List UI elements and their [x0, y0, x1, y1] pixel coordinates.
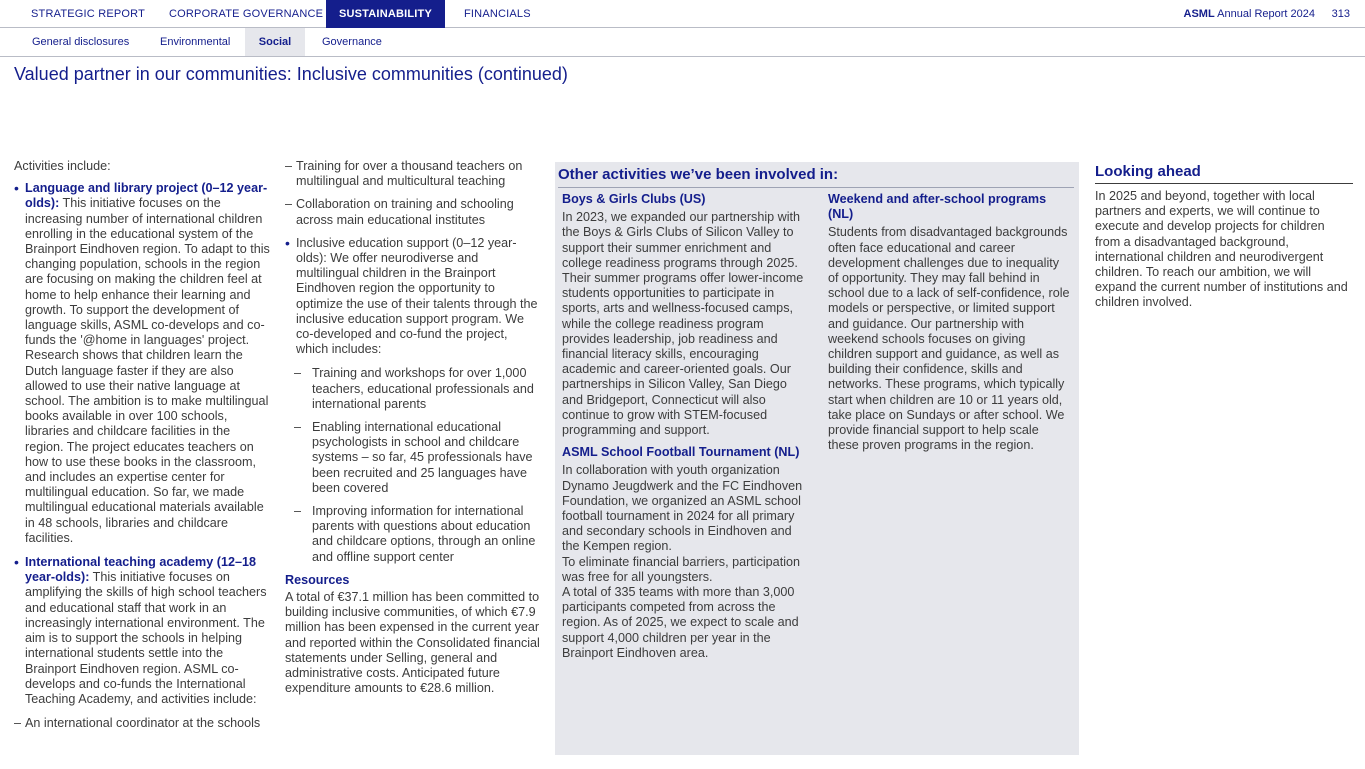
boys-girls-clubs-text: In 2023, we expanded our partnership with the Boys & Girls Clubs of Silicon Valley to support their summer enrichment and college readiness programs through 2025. Their summer programs offer lower-income students opportunities to participate in sports, arts and wellness-focused camps, while the college readiness program provides leadership, job readiness and financial literacy skills, encouraging academic and career-oriented goals. Our partnerships in Silicon Valley, San Diego and Bridgeport, Connecticut will also continue to grow with STEM-focused programming and support.	[562, 210, 804, 438]
list-item: – Improving information for international parents with questions about education and childcare options, through an online and offline support center	[285, 504, 540, 565]
teaching-academy-bullet	[14, 555, 272, 707]
list-item: – Training and workshops for over 1,000 teachers, educational professionals and international parents	[285, 366, 540, 412]
report-brand	[1184, 0, 1315, 29]
other-activities-heading: Other activities we’ve been involved in:	[558, 166, 1074, 188]
list-item: – Training for over a thousand teachers on multilingual and multicultural teaching	[285, 159, 540, 189]
page-title: Valued partner in our communities: Inclusive communities (continued)	[14, 64, 568, 84]
top-navigation	[0, 0, 1365, 28]
weekend-programs-text: Students from disadvantaged backgrounds often face educational and career development challenges due to inequality of opportunity. They may fall behind in school due to a lack of self-confidence, role models or perspective, or limited support and guidance. Our partnership with weekend schools focuses on giving children support and guidance, as well as building their confidence, skills and networks. These programs, which typically start when children are 10 or 11 years old, take place on Sundays or after school. We provide financial support to help scale these proven programs in the region.	[828, 225, 1070, 453]
teaching-academy-title: International teaching academy (12–18 year-olds):	[25, 555, 256, 585]
list-item: – An international coordinator at the schools	[14, 716, 272, 731]
sub-navigation	[0, 28, 1365, 57]
subtab-governance[interactable]: Governance	[322, 36, 382, 48]
football-tournament-text: A total of 335 teams with more than 3,000 participants competed from across the region. As of 2025, we expect to scale and support 4,000 children per year in the Brainport Eindhoven area.	[562, 585, 799, 660]
tab-sustainability[interactable]: SUSTAINABILITY	[326, 0, 445, 28]
looking-ahead-text: In 2025 and beyond, together with local partners and experts, we will continue to execute and develop projects for children from a disadvantaged background, international children and neurodivergent children. To reach our ambition, we will expand the current number of institutions and children involved.	[1095, 189, 1348, 310]
subtab-environmental[interactable]: Environmental	[160, 36, 231, 48]
brand-name: ASML	[1183, 8, 1215, 20]
inclusive-education-bullet: • Inclusive education support (0–12 year-olds): We offer neurodiverse and multilingual children in the Brainport Eindhoven region the opportunity to optimize the use of their talents through the inclusive education support program. We co-developed and co-fund the project, which includes:	[285, 236, 540, 358]
teaching-academy-text: This initiative focuses on amplifying the skills of high school teachers and educational staff that work in an increasingly international environment. The aim is to support the schools in helping international students settle into the Brainport Eindhoven region. ASML co-develops and co-funds the International Teaching Academy, and activities include:	[25, 570, 267, 706]
looking-ahead-title: Looking ahead	[1095, 163, 1353, 184]
football-tournament-text: In collaboration with youth organization Dynamo Jeugdwerk and the FC Eindhoven Foundation, we organized an ASML school football tournament in 2024 for all primary and secondary schools in Eindhoven and the Kempen region.	[562, 463, 803, 554]
looking-ahead-section	[1095, 163, 1353, 311]
boys-girls-clubs-title: Boys & Girls Clubs (US)	[562, 192, 706, 206]
list-item: – Enabling international educational psychologists in school and childcare systems – so far, 45 professionals have been recruited and 25 languages have been covered	[285, 420, 540, 496]
other-activities-panel	[555, 162, 1079, 755]
activities-column	[14, 159, 272, 739]
tab-financials[interactable]: FINANCIALS	[464, 8, 531, 20]
football-tournament-text: To eliminate financial barriers, participation was free for all youngsters.	[562, 554, 800, 584]
resources-heading: Resources	[285, 572, 350, 587]
page-number: 313	[1331, 8, 1350, 20]
tab-corporate-governance[interactable]: CORPORATE GOVERNANCE	[169, 8, 324, 20]
brand-report-title: Annual Report 2024	[1214, 8, 1315, 20]
activities-intro: Activities include:	[14, 159, 111, 173]
subtab-general-disclosures[interactable]: General disclosures	[32, 36, 130, 48]
tab-strategic-report[interactable]: STRATEGIC REPORT	[31, 8, 146, 20]
subtab-social[interactable]: Social	[245, 28, 305, 56]
language-library-title: Language and library project (0–12 year-olds):	[25, 181, 268, 211]
panel-right-column	[828, 192, 1073, 460]
resources-text: A total of €37.1 million has been committed to building inclusive communities, of which €7.9 million has been expensed in the current year and reported within the Consolidated financial statements under Selling, general and administrative costs. Anticipated future expenditure amounts to €28.6 million.	[285, 590, 540, 696]
language-library-text: This initiative focuses on the increasing number of international children enrolling in the educational system of the Brainport Eindhoven region. To adapt to this changing population, schools in the region are focusing on making the children feel at home to help enhance their learning and growth. To support the development of language skills, ASML co-develops and co-funds the '@home in languages' project. Research shows that children learn the Dutch language faster if they are also allowed to use their native language at school. The ambition is to make multilingual books available in over 100 schools, libraries and childcare facilities in the region. The project educates teachers on how to use these books in the classroom, and includes an expertise center for multilingual education. So far, we made multilingual educational materials available in 48 schools, libraries and childcare facilities.	[25, 196, 270, 545]
list-item: – Collaboration on training and schooling across main educational institutes	[285, 197, 540, 227]
language-library-bullet	[14, 181, 272, 546]
weekend-programs-title: Weekend and after-school programs (NL)	[828, 192, 1047, 222]
panel-left-column	[562, 192, 808, 661]
football-tournament-title: ASML School Football Tournament (NL)	[562, 445, 800, 460]
inclusive-education-column	[285, 159, 540, 701]
